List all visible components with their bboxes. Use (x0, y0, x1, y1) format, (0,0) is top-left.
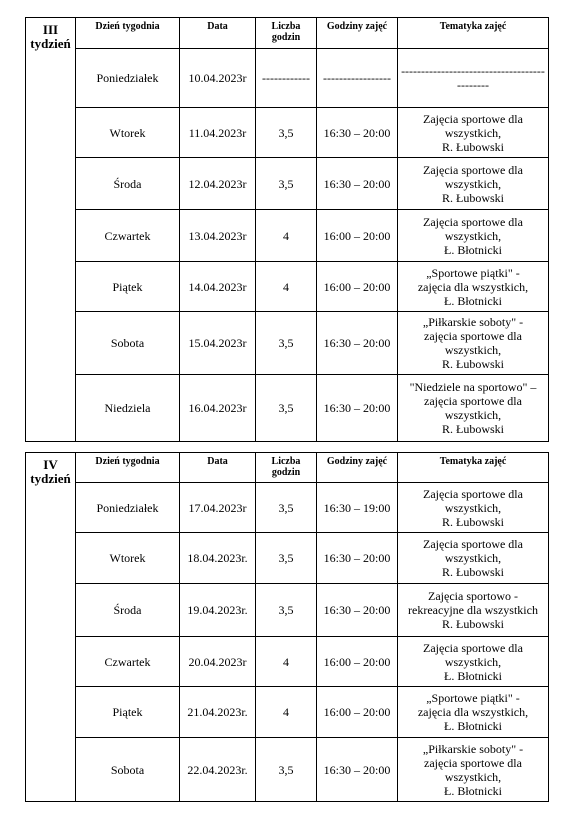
hours-cell: 3,5 (256, 312, 317, 375)
topic-line: Ł. Błotnicki (444, 783, 502, 798)
day-cell: Środa (76, 158, 180, 210)
topic-line: -------------------------------------------- (401, 64, 545, 92)
topic-line: R. Łubowski (441, 190, 504, 205)
time-cell: 16:00 – 20:00 (317, 637, 398, 687)
week-3-table (25, 17, 549, 442)
topic-line: R. Łubowski (441, 357, 504, 371)
date-cell: 10.04.2023r (180, 49, 256, 108)
topic-line: wszystkich, (444, 551, 502, 565)
topic-cell (398, 687, 549, 738)
time-cell: 16:00 – 20:00 (317, 210, 398, 262)
topic-cell (398, 584, 549, 637)
time-cell: 16:30 – 20:00 (317, 584, 398, 637)
topic-line: wszystkich, (444, 125, 502, 140)
header-hours-count-line: Liczba (271, 456, 301, 467)
table-row (26, 483, 549, 533)
hours-cell: 4 (256, 210, 317, 262)
topic-line: wszystkich, (444, 408, 502, 422)
table-row (26, 312, 549, 375)
time-cell: 16:00 – 20:00 (317, 687, 398, 738)
topic-line: Ł. Błotnicki (444, 668, 502, 683)
time-cell: 16:00 – 20:00 (317, 262, 398, 312)
topic-line: zajęcia sportowe dla (424, 755, 522, 770)
header-row (26, 18, 549, 49)
topic-line: rekreacyjne dla wszystkich (408, 603, 538, 617)
hours-cell: 4 (256, 637, 317, 687)
header-day: Dzień tygodnia (76, 18, 180, 49)
topic-line: wszystkich, (444, 343, 502, 357)
day-cell: Niedziela (76, 375, 180, 442)
day-cell: Piątek (76, 687, 180, 738)
topic-line: Ł. Błotnicki (444, 242, 502, 257)
day-cell: Czwartek (76, 210, 180, 262)
day-cell: Sobota (76, 312, 180, 375)
day-cell: Sobota (76, 738, 180, 802)
header-topic: Tematyka zajęć (398, 18, 549, 49)
table-row (26, 49, 549, 108)
day-cell: Wtorek (76, 108, 180, 158)
topic-line: wszystkich, (444, 228, 502, 243)
table-row (26, 375, 549, 442)
header-hours-count-line: Liczba (271, 21, 301, 32)
header-hours-count (256, 453, 317, 483)
topic-cell (398, 738, 549, 802)
day-cell: Piątek (76, 262, 180, 312)
header-date: Data (180, 453, 256, 483)
date-cell: 21.04.2023r. (180, 687, 256, 738)
header-time: Godziny zajęć (317, 453, 398, 483)
topic-line: „Sportowe piątki" - (426, 265, 520, 280)
hours-cell: 4 (256, 687, 317, 738)
topic-line: „Piłkarskie soboty" - (422, 741, 524, 756)
week-number: III (42, 22, 59, 37)
topic-line: wszystkich, (444, 500, 502, 515)
topic-line: zajęcia sportowe dla (424, 329, 522, 343)
hours-cell: 3,5 (256, 533, 317, 584)
header-time: Godziny zajęć (317, 18, 398, 49)
topic-line: R. Łubowski (441, 514, 504, 529)
topic-line: wszystkich, (444, 176, 502, 191)
hours-cell: 3,5 (256, 584, 317, 637)
topic-line: R. Łubowski (441, 422, 504, 436)
week-word: tydzień (30, 36, 71, 51)
time-cell: 16:30 – 20:00 (317, 312, 398, 375)
date-cell: 15.04.2023r (180, 312, 256, 375)
topic-cell (398, 49, 549, 108)
topic-line: Zajęcia sportowe dla (423, 640, 523, 655)
topic-line: zajęcia sportowe dla (424, 394, 522, 408)
header-day: Dzień tygodnia (76, 453, 180, 483)
week-4-table (25, 452, 549, 802)
table-row (26, 158, 549, 210)
topic-line: Zajęcia sportowe dla (423, 486, 523, 501)
topic-line: zajęcia dla wszystkich, (417, 705, 529, 719)
date-cell: 11.04.2023r (180, 108, 256, 158)
topic-cell (398, 533, 549, 584)
topic-line: R. Łubowski (441, 617, 504, 631)
table-row (26, 584, 549, 637)
hours-cell: ------------ (256, 49, 317, 108)
table-row (26, 637, 549, 687)
topic-line: R. Łubowski (441, 565, 504, 579)
hours-cell: 3,5 (256, 158, 317, 210)
topic-line: wszystkich, (444, 654, 502, 669)
date-cell: 13.04.2023r (180, 210, 256, 262)
table-row (26, 262, 549, 312)
date-cell: 16.04.2023r (180, 375, 256, 442)
topic-cell (398, 158, 549, 210)
time-cell: 16:30 – 20:00 (317, 158, 398, 210)
date-cell: 22.04.2023r. (180, 738, 256, 802)
date-cell: 18.04.2023r. (180, 533, 256, 584)
date-cell: 20.04.2023r (180, 637, 256, 687)
hours-cell: 3,5 (256, 738, 317, 802)
day-cell: Czwartek (76, 637, 180, 687)
date-cell: 17.04.2023r (180, 483, 256, 533)
header-hours-count (256, 18, 317, 49)
topic-cell (398, 483, 549, 533)
time-cell: ----------------- (317, 49, 398, 108)
table-row (26, 533, 549, 584)
week-number: IV (43, 457, 58, 472)
topic-cell (398, 210, 549, 262)
topic-line: R. Łubowski (441, 139, 504, 154)
week-word: tydzień (30, 471, 71, 486)
topic-line: „Piłkarskie soboty" - (422, 315, 524, 329)
time-cell: 16:30 – 20:00 (317, 738, 398, 802)
topic-cell (398, 375, 549, 442)
header-date: Data (180, 18, 256, 49)
hours-cell: 3,5 (256, 108, 317, 158)
day-cell: Poniedziałek (76, 483, 180, 533)
date-cell: 14.04.2023r (180, 262, 256, 312)
topic-line: Zajęcia sportowe dla (423, 537, 523, 551)
topic-line: „Sportowe piątki" - (426, 691, 520, 705)
topic-line: Zajęcia sportowe dla (423, 111, 523, 126)
topic-cell (398, 262, 549, 312)
header-hours-count-line: godzin (271, 32, 301, 43)
header-hours-count-line: godzin (271, 467, 301, 478)
topic-line: "Niedziele na sportowo" – (409, 380, 537, 394)
header-topic: Tematyka zajęć (398, 453, 549, 483)
table-row (26, 687, 549, 738)
hours-cell: 3,5 (256, 483, 317, 533)
date-cell: 12.04.2023r (180, 158, 256, 210)
table-row (26, 738, 549, 802)
topic-cell (398, 637, 549, 687)
header-row (26, 453, 549, 483)
day-cell: Poniedziałek (76, 49, 180, 108)
time-cell: 16:30 – 20:00 (317, 375, 398, 442)
time-cell: 16:30 – 20:00 (317, 108, 398, 158)
time-cell: 16:30 – 20:00 (317, 533, 398, 584)
topic-line: Ł. Błotnicki (444, 293, 502, 308)
topic-cell (398, 312, 549, 375)
topic-line: wszystkich, (444, 769, 502, 784)
topic-line: Ł. Błotnicki (444, 719, 502, 733)
topic-line: Zajęcia sportowo - (428, 589, 518, 603)
topic-line: Zajęcia sportowe dla (423, 162, 523, 177)
topic-cell (398, 108, 549, 158)
week-label-cell (26, 18, 76, 442)
hours-cell: 4 (256, 262, 317, 312)
date-cell: 19.04.2023r. (180, 584, 256, 637)
topic-line: zajęcia dla wszystkich, (417, 279, 529, 294)
week-label-cell (26, 453, 76, 802)
topic-line: Zajęcia sportowe dla (423, 214, 523, 229)
hours-cell: 3,5 (256, 375, 317, 442)
day-cell: Wtorek (76, 533, 180, 584)
day-cell: Środa (76, 584, 180, 637)
time-cell: 16:30 – 19:00 (317, 483, 398, 533)
table-row (26, 210, 549, 262)
table-row (26, 108, 549, 158)
